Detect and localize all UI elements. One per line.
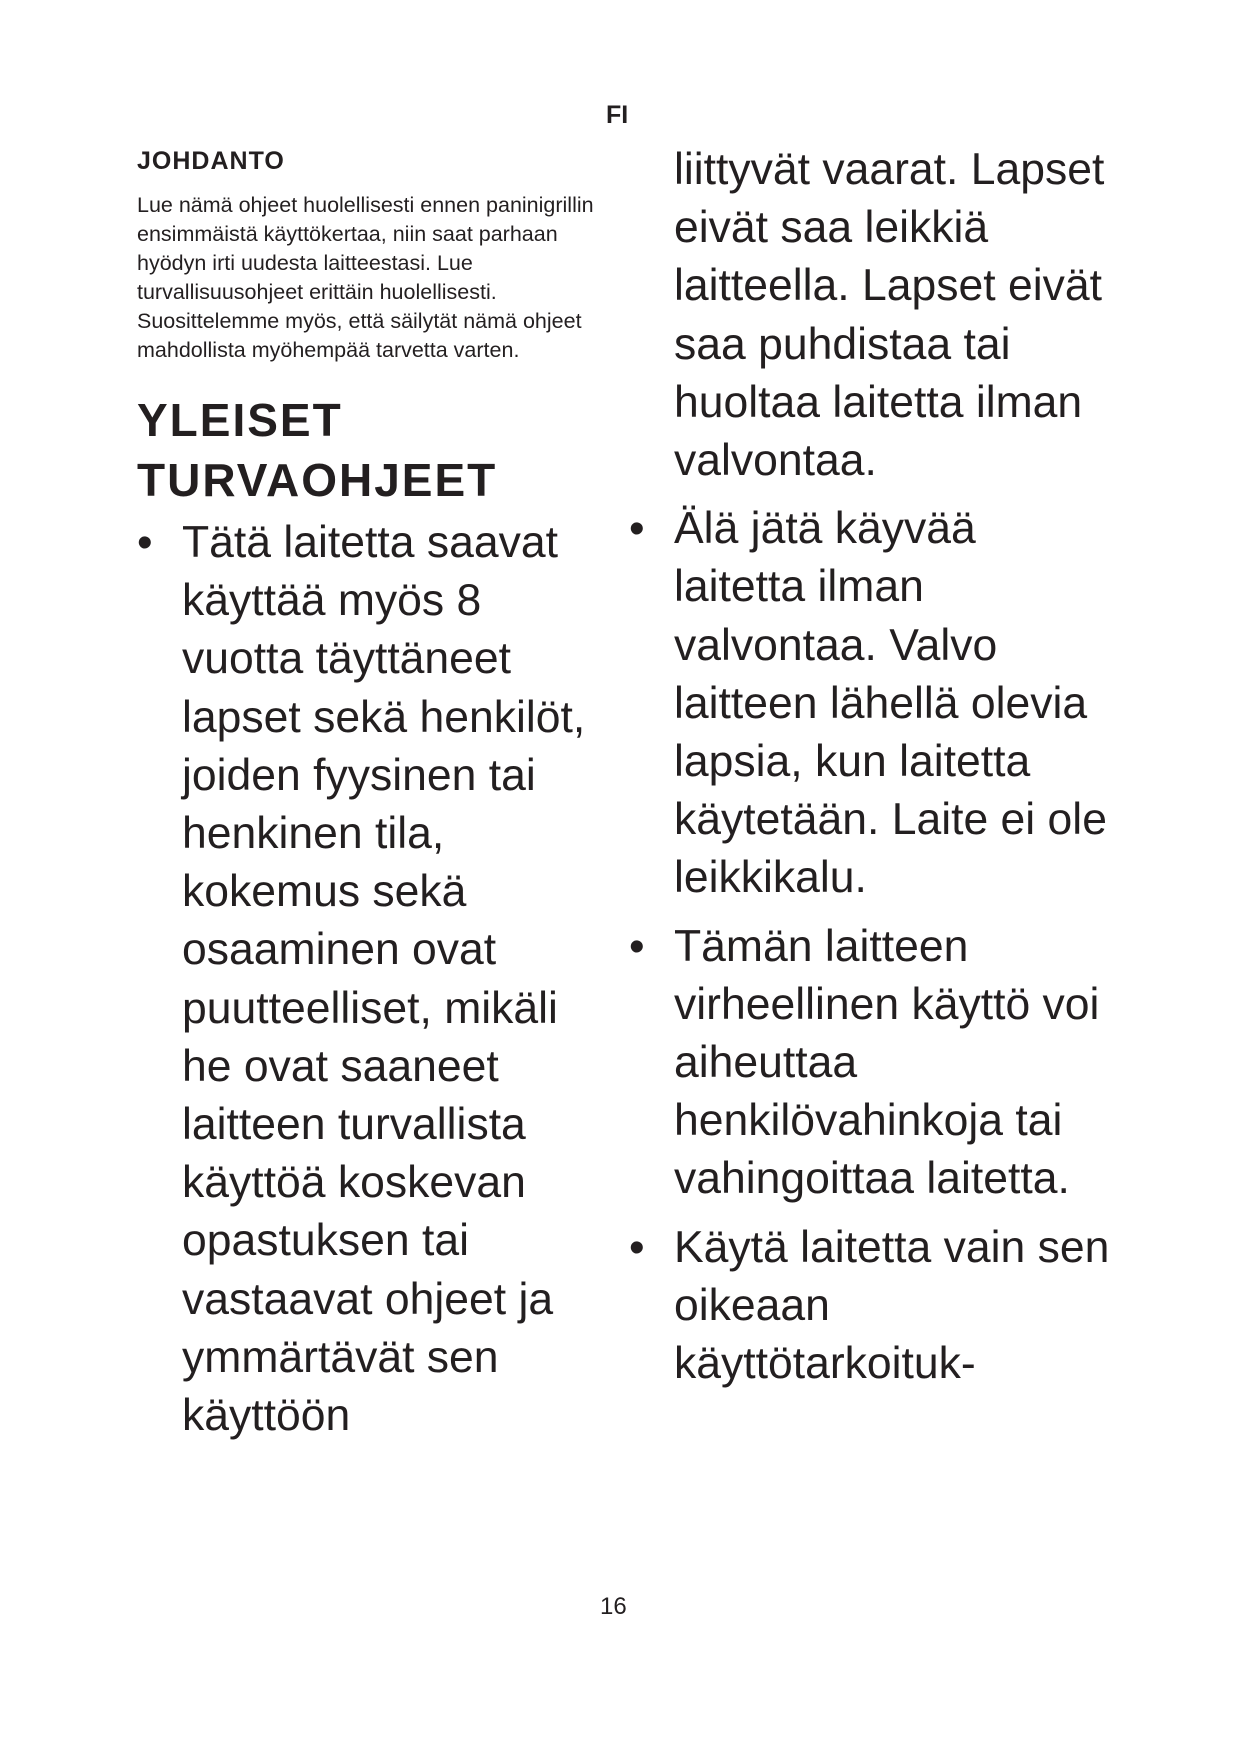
list-item-text: Tämän laitteen virheellinen käyttö voi aiheuttaa henkilövahinkoja tai vahingoittaa laitetta. <box>674 921 1100 1204</box>
safety-heading: YLEISET TURVAOHJEET <box>137 394 498 506</box>
right-column <box>629 141 1149 1393</box>
list-item-text: Käytä laitetta vain sen oikeaan käyttötarkoituk- <box>674 1222 1110 1389</box>
list-item <box>629 918 1114 1209</box>
page-number: 16 <box>600 1593 627 1620</box>
list-item-text: Älä jätä käyvää laitetta ilman valvontaa. Valvo laitteen lähellä olevia lapsia, kun laitetta käytetään. Laite ei ole leikkikalu. <box>674 504 1107 903</box>
intro-heading: JOHDANTO <box>137 147 285 175</box>
safety-list-right <box>629 500 1149 1393</box>
bullet-icon: • <box>137 518 153 567</box>
bullet-icon: • <box>629 504 645 554</box>
list-item <box>629 1219 1114 1394</box>
left-column <box>137 146 627 1445</box>
list-item <box>137 514 597 1445</box>
list-item <box>629 500 1114 907</box>
list-item-continuation: liittyvät vaarat. Lapset eivät saa leikkiä laitteella. Lapset eivät saa puhdistaa tai huoltaa laitetta ilman valvontaa. <box>674 145 1105 486</box>
language-code: FI <box>606 101 629 129</box>
intro-paragraph: Lue nämä ohjeet huolellisesti ennen paninigrillin ensimmäistä käyttökertaa, niin saat parhaan hyödyn irti uudesta laitteestasi. Lue turvallisuusohjeet erittäin huolellisesti. Suosittelemme myös, että säilytät nämä ohjeet mahdollista myöhempää tarvetta varten. <box>137 193 594 362</box>
safety-list-left <box>137 514 627 1445</box>
bullet-icon: • <box>629 1222 645 1272</box>
bullet-icon: • <box>629 921 645 971</box>
list-item-text: Tätä laitetta saavat käyttää myös 8 vuotta täyttäneet lapset sekä henkilöt, joiden fyysinen tai henkinen tila, kokemus sekä osaaminen ovat puutteelliset, mikäli he ovat saaneet laitteen turvallista käyttöä koskevan opastuksen tai vastaavat ohjeet ja ymmärtävät sen käyttöön <box>182 518 586 1441</box>
